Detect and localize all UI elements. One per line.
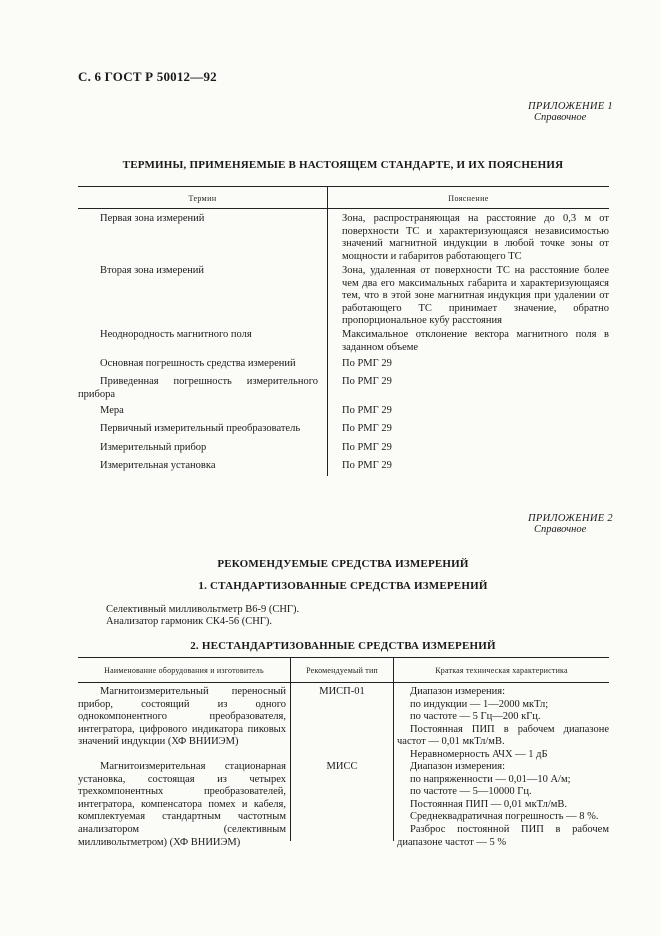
term-cell: Приведенная погрешность измерительного прибора: [78, 376, 318, 400]
table2-column-divider-2: [393, 657, 394, 841]
spec-line: Диапазон измерения:: [410, 686, 505, 697]
page-header: С. 6 ГОСТ Р 50012—92: [78, 69, 217, 84]
table1-col-explanation: Пояснение: [448, 194, 489, 203]
spec-line: Разброс постоянной ПИП в рабочем диапазоне частот — 5 %: [397, 823, 609, 848]
section2-title: 2. НЕСТАНДАРТИЗОВАННЫЕ СРЕДСТВА ИЗМЕРЕНИЙ: [190, 640, 496, 652]
explanation-cell: Зона, распространяющая на расстояние до 0,3 м от поверхности ТС и характеризующаяся независимостью значений магнитной индукции в любой точке зоны от мощности и габаритов работающего ТС: [342, 213, 609, 262]
spec-line: Постоянная ПИП — 0,01 мкТл/мВ.: [410, 798, 568, 810]
explanation-cell: По РМГ 29: [342, 376, 392, 387]
term-cell: Измерительная установка: [100, 460, 216, 471]
standard-instrument-item: Селективный милливольтметр В6-9 (СНГ).: [106, 604, 300, 615]
equipment-name-cell: Магнитоизмерительная стационарная установка, состоящая из четырех трехкомпонентных преобразователей, интегратора, компенсатора помех и кабеля, комплектуемая стандартным частотным анализатором (селективным милливольтметром) (ХФ ВНИИЭМ): [78, 761, 286, 848]
equipment-specs-cell: [397, 686, 609, 762]
table2-col-type: Рекомендуемый тип: [306, 666, 378, 675]
term-cell: Первая зона измерений: [100, 213, 205, 224]
standard-instrument-item: Анализатор гармоник СК4-56 (СНГ).: [106, 616, 272, 627]
spec-line: по частоте — 5 Гц—200 кГц.: [410, 711, 541, 723]
explanation-cell: Максимальное отклонение вектора магнитного поля в заданном объеме: [342, 329, 609, 353]
spec-line: Диапазон измерения:: [410, 761, 505, 772]
equipment-name-cell: Магнитоизмерительный переносный прибор, состоящий из одного однокомпонентного преобразователя, интегратора, цифрового индикатора пиковых значений индукции (ХФ ВНИИЭМ): [78, 686, 286, 748]
appendix2-kind: Справочное: [534, 524, 587, 535]
table2-header-rule: [78, 682, 609, 683]
explanation-cell: Зона, удаленная от поверхности ТС на расстояние более чем два его максимальных габарита и характеризующаяся тем, что в этой зоне магнитная индукция при удалении от работающего ТС принимает значение, обратно пропорциональное кубу расстояния: [342, 265, 609, 327]
spec-line: по частоте — 5—10000 Гц.: [410, 786, 532, 798]
table2-column-divider-1: [290, 657, 291, 841]
term-cell: Измерительный прибор: [100, 442, 207, 453]
equipment-specs-cell: [397, 761, 609, 849]
equipment-type-cell: МИСП-01: [319, 686, 365, 697]
appendix1-label: ПРИЛОЖЕНИЕ 1: [528, 101, 613, 112]
table2-top-rule: [78, 657, 609, 658]
appendix2-title: РЕКОМЕНДУЕМЫЕ СРЕДСТВА ИЗМЕРЕНИЙ: [217, 558, 469, 570]
appendix2-label: ПРИЛОЖЕНИЕ 2: [528, 513, 613, 524]
spec-line: по индукции — 1—2000 мкТл;: [410, 698, 549, 710]
spec-line: Неравномерность АЧХ — 1 дБ: [410, 748, 548, 760]
explanation-cell: По РМГ 29: [342, 405, 392, 416]
explanation-cell: По РМГ 29: [342, 423, 392, 434]
term-cell: Неоднородность магнитного поля: [100, 329, 252, 340]
equipment-type-cell: МИСС: [326, 761, 358, 772]
table1-col-term: Термин: [188, 194, 217, 203]
table1-top-rule: [78, 186, 609, 187]
term-cell: Мера: [100, 405, 124, 416]
section1-title: 1. СТАНДАРТИЗОВАННЫЕ СРЕДСТВА ИЗМЕРЕНИЙ: [198, 580, 488, 592]
table1-header-rule: [78, 208, 609, 209]
explanation-cell: По РМГ 29: [342, 442, 392, 453]
appendix1-kind: Справочное: [534, 112, 587, 123]
appendix1-title: ТЕРМИНЫ, ПРИМЕНЯЕМЫЕ В НАСТОЯЩЕМ СТАНДАРТЕ, И ИХ ПОЯСНЕНИЯ: [122, 159, 564, 171]
spec-line: Среднеквадратичная погрешность — 8 %.: [410, 811, 599, 823]
term-cell: Вторая зона измерений: [100, 265, 205, 276]
explanation-cell: По РМГ 29: [342, 460, 392, 471]
spec-line: Постоянная ПИП в рабочем диапазоне частот — 0,01 мкТл/мВ.: [397, 723, 609, 748]
table2-col-specs: Краткая техническая характеристика: [435, 666, 568, 675]
term-cell: Первичный измерительный преобразователь: [100, 423, 301, 434]
table2-col-name: Наименование оборудования и изготовитель: [104, 666, 264, 675]
spec-line: по напряженности — 0,01—10 А/м;: [410, 773, 571, 785]
term-cell: Основная погрешность средства измерений: [100, 358, 296, 369]
table1-column-divider: [327, 186, 328, 476]
explanation-cell: По РМГ 29: [342, 358, 392, 369]
